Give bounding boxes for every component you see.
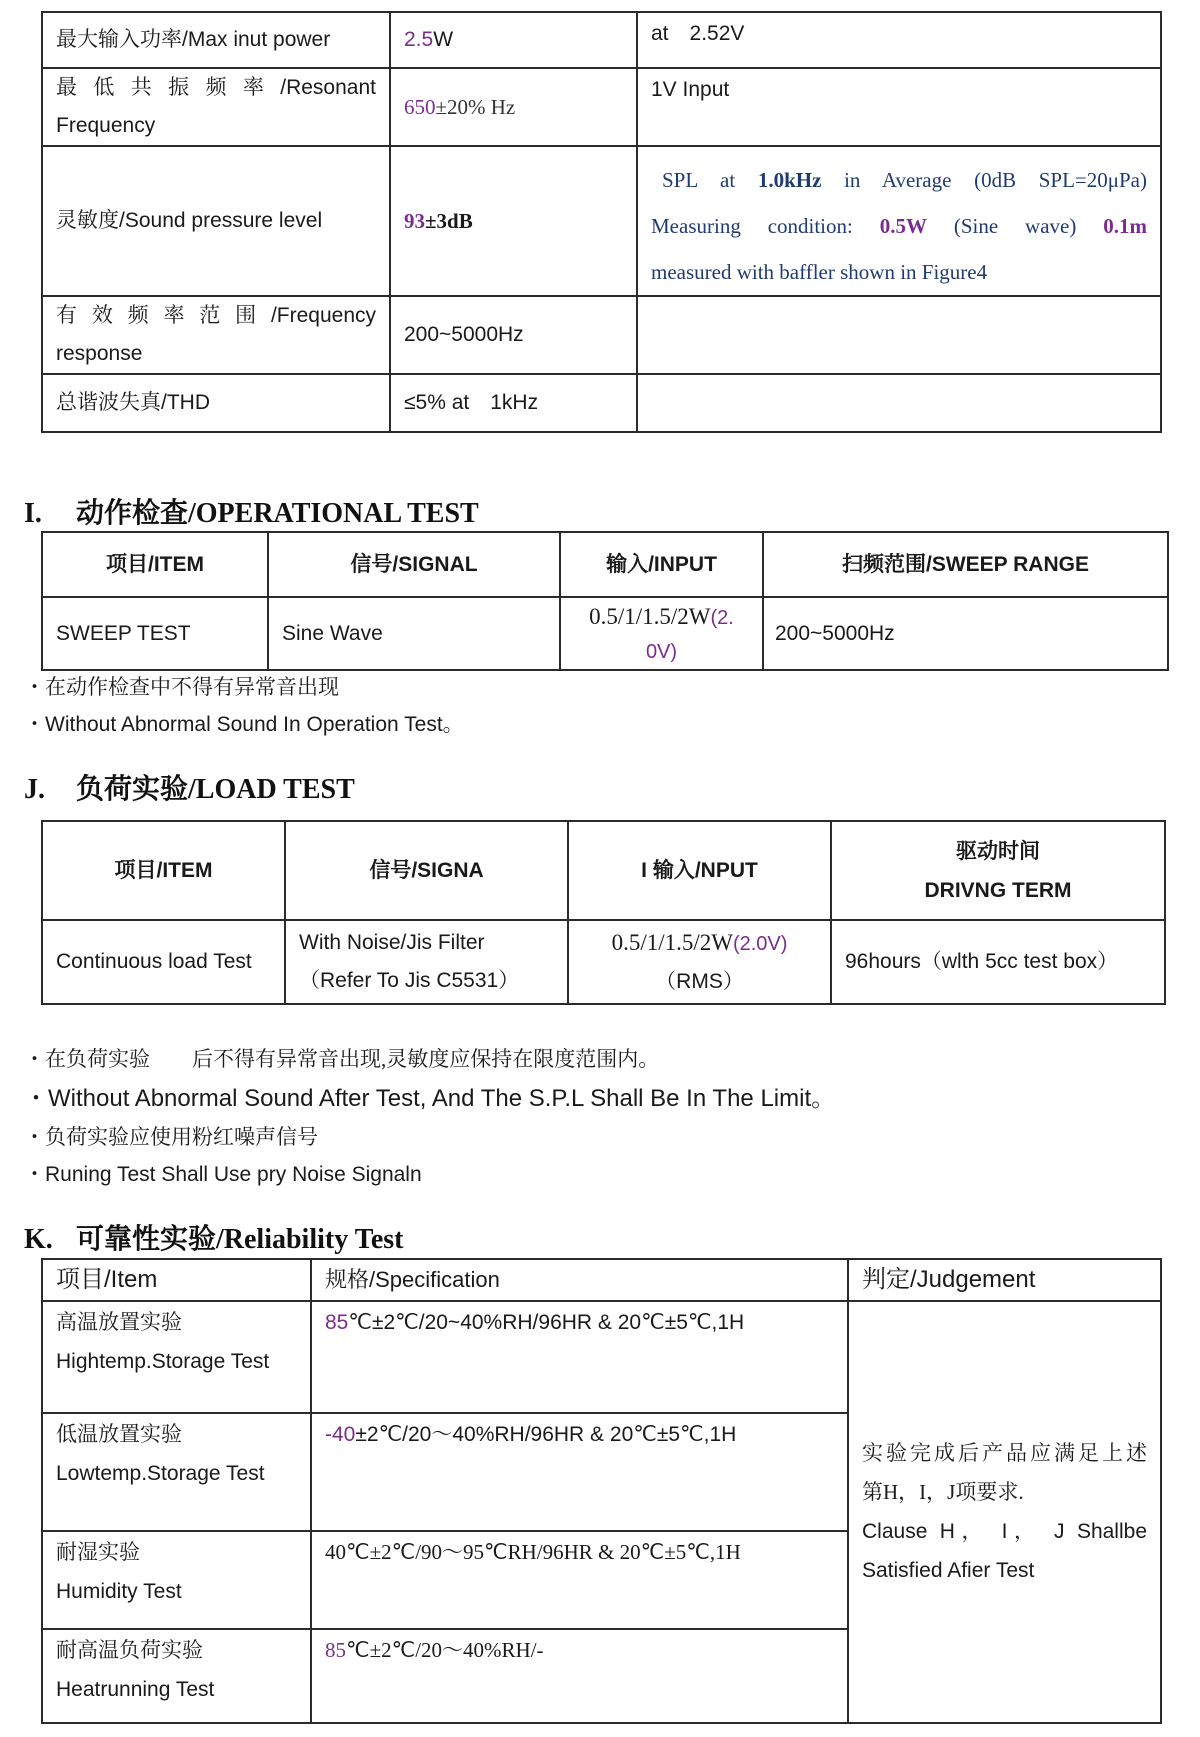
load-note-en-2: ・Runing Test Shall Use pry Noise Signaln	[24, 1163, 422, 1186]
spec-cell	[311, 1531, 848, 1629]
spl-condition-line-2	[651, 203, 1147, 249]
param-cell	[42, 296, 390, 374]
judgement-zh-line-1: 实验完成后产品应满足上述	[862, 1441, 1147, 1465]
table-row-hightemp-storage	[42, 1301, 1161, 1413]
condition-text: in Average (0dB SPL=20μPa)	[821, 168, 1147, 192]
header-label: 输入/INPUT	[606, 552, 717, 576]
header-item	[42, 1259, 311, 1301]
spec-temperature: 85	[325, 1311, 349, 1334]
input-line-1	[567, 600, 756, 635]
header-label: 扫频范围/SWEEP RANGE	[842, 552, 1089, 576]
input-cell	[560, 597, 763, 670]
table-row	[42, 920, 1165, 1004]
value-unit: ±3dB	[425, 209, 473, 233]
header-label: 信号/SIGNA	[369, 858, 484, 882]
header-item	[42, 821, 285, 920]
param-label: 最 低 共 振 频 率 /Resonant Frequency	[56, 76, 376, 137]
header-signal	[285, 821, 568, 920]
header-label: DRIVNG TERM	[924, 878, 1072, 902]
param-cell	[42, 68, 390, 146]
section-heading-operational-test	[24, 491, 479, 529]
header-specification	[311, 1259, 848, 1301]
load-note-en-1: ・Without Abnormal Sound After Test, And The S.P.L Shall Be In The Limit。	[24, 1085, 836, 1112]
table-header-row	[42, 1259, 1161, 1301]
condition-text: 1V Input	[651, 78, 730, 101]
spec-table	[41, 11, 1162, 433]
section-label: K.	[24, 1224, 53, 1255]
header-label: I 输入/NPUT	[641, 858, 758, 882]
condition-power: 0.5W	[879, 214, 927, 238]
value-unit: ±20% Hz	[435, 95, 516, 119]
condition-text: Measuring condition:	[651, 214, 880, 238]
header-label: 项目/ITEM	[106, 552, 204, 576]
input-power: 0.5/1/1.5/2W	[589, 604, 711, 629]
header-input	[560, 532, 763, 597]
spec-row-resonant-frequency	[42, 68, 1161, 146]
judgement-en-line-2: Satisfied Afier Test	[862, 1559, 1035, 1582]
table-row	[42, 597, 1168, 670]
header-label: 判定/Judgement	[862, 1266, 1036, 1293]
signal-cell	[268, 597, 560, 670]
item-name-en: Lowtemp.Storage Test	[56, 1462, 265, 1485]
judgement-zh-line-2: 第H，I，J项要求.	[862, 1480, 1024, 1504]
spec-cell	[311, 1413, 848, 1531]
condition-text: (Sine wave)	[926, 214, 1104, 238]
header-judgement	[848, 1259, 1161, 1301]
load-note-zh-2: ・负荷实验应使用粉红噪声信号	[24, 1125, 318, 1149]
header-label: 项目/Item	[56, 1266, 158, 1293]
header-label: 规格/Specification	[325, 1267, 500, 1292]
input-rms: （RMS）	[655, 969, 744, 993]
spl-condition-line-3	[651, 249, 1147, 295]
value-cell	[390, 68, 637, 146]
item-name-zh: 高温放置实验	[56, 1310, 182, 1334]
signal-standard: （Refer To Jis C5531）	[299, 969, 520, 992]
item-name-en: Humidity Test	[56, 1580, 182, 1603]
param-label: 灵敏度/Sound pressure level	[56, 209, 323, 232]
value-cell	[390, 374, 637, 432]
spec-row-thd	[42, 374, 1161, 432]
spec-row-max-input-power	[42, 12, 1161, 68]
spec-text: ±2℃/20～40%RH/96HR & 20℃±5℃,1H	[355, 1423, 737, 1446]
param-label: 总谐波失真/THD	[56, 391, 210, 414]
condition-cell	[637, 68, 1161, 146]
signal-cell	[285, 920, 568, 1004]
section-heading-load-test	[24, 767, 355, 805]
judgement-en-line-1: Clause H， I， J Shallbe	[862, 1520, 1147, 1543]
condition-cell	[637, 374, 1161, 432]
driving-term-cell	[831, 920, 1165, 1004]
spec-text: ℃±2℃/20～40%RH/-	[346, 1638, 544, 1662]
param-cell	[42, 12, 390, 68]
header-signal	[268, 532, 560, 597]
spl-condition-cell	[637, 146, 1161, 296]
spec-text: ℃±2℃/20~40%RH/96HR & 20℃±5℃,1H	[348, 1311, 745, 1334]
operational-note-zh: ・在动作检查中不得有异常音出现	[24, 675, 339, 699]
value-text: ≤5% at 1kHz	[404, 391, 539, 414]
section-title: 动作检查/OPERATIONAL TEST	[76, 498, 479, 529]
item-cell	[42, 920, 285, 1004]
load-test-table	[41, 820, 1166, 1005]
section-title: 可靠性实验/Reliability Test	[76, 1224, 404, 1255]
section-title: 负荷实验/LOAD TEST	[76, 774, 355, 805]
condition-frequency: 1.0kHz	[757, 168, 822, 192]
item-cell	[42, 1629, 311, 1723]
value-highlight: 2.5	[404, 28, 434, 51]
spec-row-sound-pressure-level	[42, 146, 1161, 296]
spec-temperature: -40	[325, 1423, 356, 1446]
spl-condition-line-1	[651, 157, 1147, 203]
condition-cell	[637, 12, 1161, 68]
condition-cell	[637, 296, 1161, 374]
item-text: Continuous load Test	[56, 950, 252, 973]
operational-note-en: ・Without Abnormal Sound In Operation Test。	[24, 713, 464, 736]
condition-distance: 0.1m	[1103, 214, 1147, 238]
item-name-zh: 耐湿实验	[56, 1540, 140, 1564]
param-label: 最大输入功率/Max inut power	[56, 28, 331, 51]
value-highlight: 650	[404, 95, 436, 119]
input-line-1	[575, 924, 824, 963]
table-header-row	[42, 821, 1165, 920]
judgement-cell	[848, 1301, 1161, 1723]
param-label: 有 效 频 率 范 围 /Frequency response	[56, 304, 376, 365]
table-header-row	[42, 532, 1168, 597]
header-item	[42, 532, 268, 597]
item-cell	[42, 597, 268, 670]
header-input	[568, 821, 831, 920]
value-highlight: 93	[404, 209, 425, 233]
spec-temperature: 85	[325, 1638, 346, 1662]
item-cell	[42, 1531, 311, 1629]
input-power: 0.5/1/1.5/2W	[611, 929, 733, 955]
condition-text: at 2.52V	[651, 22, 745, 45]
section-label: I.	[24, 498, 42, 529]
input-line-2	[567, 635, 756, 669]
spec-text: 40℃±2℃/90～95℃RH/96HR & 20℃±5℃,1H	[325, 1540, 741, 1564]
header-label: 驱动时间	[956, 839, 1040, 863]
param-cell	[42, 146, 390, 296]
spec-cell	[311, 1301, 848, 1413]
item-name-zh: 低温放置实验	[56, 1422, 182, 1446]
item-name-zh: 耐高温负荷实验	[56, 1638, 203, 1662]
spec-row-frequency-response	[42, 296, 1161, 374]
operational-test-table	[41, 531, 1169, 671]
reliability-test-table	[41, 1258, 1162, 1724]
value-text: 200~5000Hz	[404, 323, 524, 346]
input-voltage: (2.0V)	[732, 932, 788, 955]
section-heading-reliability-test	[24, 1217, 404, 1255]
value-cell	[390, 146, 637, 296]
input-voltage: (2.	[710, 607, 734, 629]
item-name-en: Heatrunning Test	[56, 1678, 215, 1701]
sweep-range-cell	[763, 597, 1168, 670]
load-note-zh-1: ・在负荷实验 后不得有异常音出现,灵敏度应保持在限度范围内。	[24, 1047, 660, 1071]
input-cell	[568, 920, 831, 1004]
header-label: 项目/ITEM	[114, 858, 213, 882]
value-cell	[390, 296, 637, 374]
value-unit: W	[433, 28, 454, 51]
item-name-en: Hightemp.Storage Test	[56, 1350, 270, 1373]
signal-text: With Noise/Jis Filter	[299, 931, 485, 954]
input-voltage: 0V)	[645, 641, 678, 663]
driving-term-text: 96hours（wlth 5cc test box）	[845, 950, 1119, 973]
header-sweep-range	[763, 532, 1168, 597]
value-cell	[390, 12, 637, 68]
condition-text: SPL at	[662, 168, 758, 192]
item-text: SWEEP TEST	[56, 621, 191, 645]
condition-text: measured with baffler shown in Figure4	[651, 260, 988, 284]
section-label: J.	[24, 774, 45, 805]
signal-text: Sine Wave	[282, 621, 383, 645]
header-driving-term	[831, 821, 1165, 920]
spec-cell	[311, 1629, 848, 1723]
item-cell	[42, 1301, 311, 1413]
item-cell	[42, 1413, 311, 1531]
param-cell	[42, 374, 390, 432]
header-label: 信号/SIGNAL	[350, 552, 478, 576]
sweep-range-text: 200~5000Hz	[775, 621, 895, 645]
